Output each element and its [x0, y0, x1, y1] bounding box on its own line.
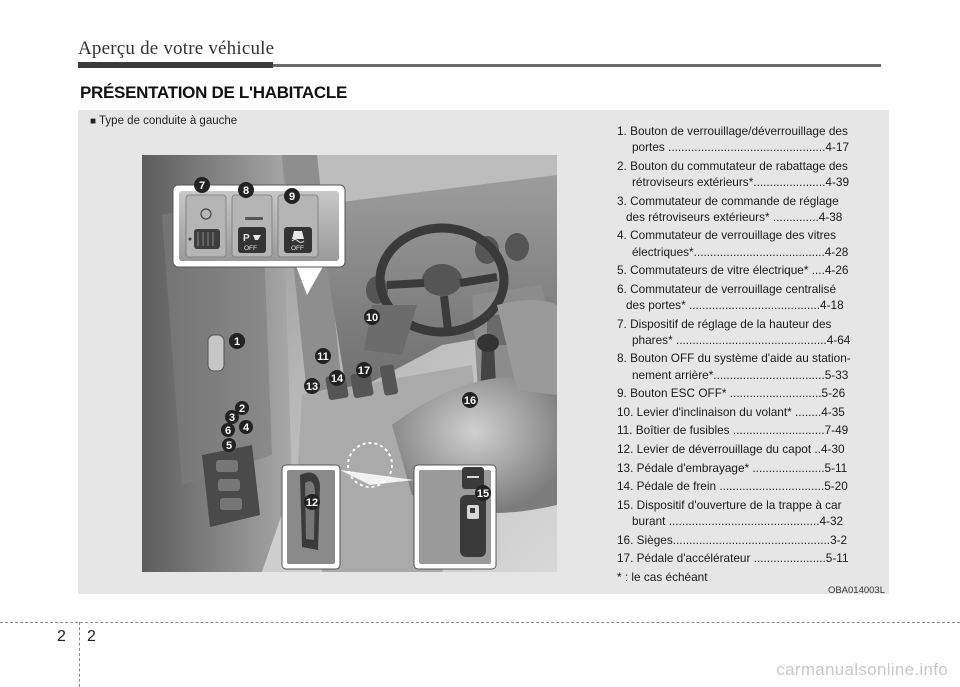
svg-text:14: 14 — [330, 373, 344, 385]
watermark: carmanualsonline.info — [776, 660, 948, 679]
variant-label — [90, 115, 237, 127]
callout-4 — [239, 420, 253, 434]
svg-text:17: 17 — [357, 365, 371, 377]
svg-text:2: 2 — [238, 403, 246, 415]
callout-6 — [221, 423, 235, 437]
legend-item: 12. Levier de déverrouillage du capot ..4-30 — [617, 441, 845, 456]
square-bullet-icon: ■ — [90, 116, 97, 127]
esc-off-label: OFF — [291, 245, 304, 252]
svg-text:3: 3 — [228, 412, 236, 424]
legend-item: 14. Pédale de frein ................................5-20 — [617, 479, 848, 494]
callout-3 — [225, 410, 239, 424]
callout-13 — [304, 378, 320, 394]
svg-text:5: 5 — [225, 440, 233, 452]
legend-item: 8. Bouton OFF du système d'aide au station- nement arrière*..................................5-33 — [617, 351, 851, 382]
svg-text:9: 9 — [288, 191, 296, 203]
callout-9 — [284, 188, 300, 204]
svg-text:P: P — [243, 233, 250, 244]
legend-item: 5. Commutateurs de vitre électrique* ....4-26 — [617, 263, 849, 278]
legend-item: 10. Levier d'inclinaison du volant* ........4-35 — [617, 404, 845, 419]
callout-10 — [364, 309, 380, 325]
callout-8 — [238, 182, 254, 198]
legend-item: 1. Bouton de verrouillage/déverrouillage des portes ................................................4-17 — [617, 124, 849, 155]
svg-text:16: 16 — [463, 395, 477, 407]
page-number-chapter: 2 — [57, 628, 66, 645]
figure-code: OBA014003L — [827, 585, 885, 596]
footnote: * : le cas échéant — [617, 569, 708, 584]
callout-7 — [194, 177, 210, 193]
svg-text:13: 13 — [305, 381, 319, 393]
legend-item: 11. Boîtier de fusibles ............................7-49 — [617, 423, 849, 438]
callout-15 — [475, 485, 491, 501]
callout-16 — [462, 392, 478, 408]
svg-text:7: 7 — [198, 180, 206, 192]
legend-item: 15. Dispositif d'ouverture de la trappe à car burant ..............................................4-32 — [617, 497, 844, 528]
callout-5 — [222, 438, 236, 452]
legend-item: 13. Pédale d'embrayage* ......................5-11 — [617, 460, 848, 475]
footer-divider — [0, 622, 960, 623]
svg-text:1: 1 — [233, 336, 241, 348]
legend-item: 9. Bouton ESC OFF* ............................5-26 — [617, 386, 846, 401]
chapter-title: Aperçu de votre véhicule — [78, 38, 275, 59]
legend-item: 16. Sièges................................................3-2 — [617, 532, 848, 547]
interior-illustration — [142, 155, 557, 572]
svg-text:10: 10 — [365, 312, 379, 324]
svg-text:6: 6 — [224, 425, 232, 437]
legend-item: 4. Commutateur de verrouillage des vitres électriques*........................................4-28 — [617, 228, 849, 259]
svg-text:12: 12 — [305, 497, 319, 509]
svg-text:15: 15 — [476, 488, 490, 500]
svg-text:8: 8 — [242, 185, 250, 197]
callout-1 — [229, 333, 245, 349]
svg-text:11: 11 — [317, 351, 329, 363]
section-title: PRÉSENTATION DE L'HABITACLE — [80, 83, 347, 102]
callout-11 — [315, 348, 331, 364]
callout-17 — [356, 362, 372, 378]
footer-vertical-divider — [79, 622, 80, 687]
legend-item: 17. Pédale d'accélérateur ......................5-11 — [617, 551, 849, 566]
svg-text:4: 4 — [242, 422, 250, 434]
callout-14 — [329, 370, 345, 386]
legend-item: 7. Dispositif de réglage de la hauteur des phares* ..............................................4-64 — [617, 316, 851, 347]
legend-item: 6. Commutateur de verrouillage centralisé des portes* ........................................4-18 — [617, 281, 844, 312]
page-number: 2 — [87, 628, 96, 645]
title-rule — [78, 64, 881, 67]
variant-label-text: Type de conduite à gauche — [99, 115, 238, 127]
legend-item: 3. Commutateur de commande de réglage des rétroviseurs extérieurs* ..............4-38 — [617, 193, 843, 224]
legend-list — [617, 123, 883, 585]
park-assist-off-label: OFF — [244, 245, 257, 252]
callout-12 — [304, 494, 320, 510]
legend-item: 2. Bouton du commutateur de rabattage des rétroviseurs extérieurs*......................4-39 — [617, 158, 850, 189]
